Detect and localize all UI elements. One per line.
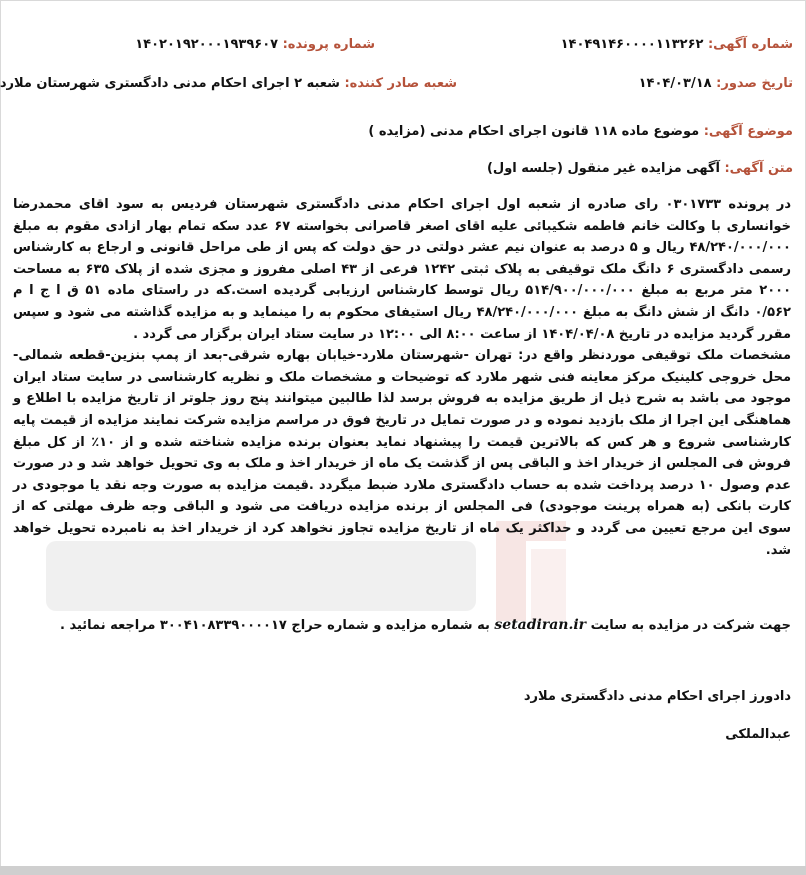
site-link[interactable]: setadiran.ir bbox=[494, 617, 587, 633]
issue-date-label: تاریخ صدور: bbox=[716, 76, 793, 91]
issue-date-row bbox=[639, 76, 793, 91]
site-line bbox=[13, 617, 791, 633]
notice-number: ۱۴۰۴۹۱۴۶۰۰۰۰۱۱۳۲۶۲ bbox=[560, 37, 704, 52]
body-paragraph-1: در پرونده ۰۳۰۱۷۳۳ رای صادره از شعبه اول اجرای احکام مدنی دادگستری شهرستان فردیس به سود اقای محمدرضا خوانساری با وکالت خانم فاطمه شکیبائی علیه اقای اصغر قاصرانی بخواسته ۶۷ عدد سکه تمام بهار ازادی مقوم به مبلغ ۴۸/۲۴۰/۰۰۰/۰۰۰ ریال و ۵ درصد به عنوان نیم عشر دولتی در حق دولت که پس از طی مراحل قانونی و ارجاع به کارشناس رسمی دادگستری ۶ دانگ ملک توقیفی به پلاک ثبتی ۱۲۴۲ فرعی از ۴۳ اصلی مفروز و مجزی شده از پلاک ۶۳۵ به مساحت ۲۰۰۰ متر مربع به مبلغ ۵۱۴/۹۰۰/۰۰۰/۰۰۰ ریال توسط کارشناس ارزیابی گردیده است.که در راستای ماده ۵۱ ق ا ج ا م ۰/۵۶۲ دانگ از شش دانگ به مبلغ ۴۸/۲۴۰/۰۰۰/۰۰۰ ریال استیفای محکوم به را مینماید و به مزایده گذاشته می شود و سپس مقرر گردید مزایده در تاریخ ۱۴۰۴/۰۴/۰۸ از ساعت ۸:۰۰ الی ۱۲:۰۰ در سایت ستاد ایران برگزار می گردد . bbox=[13, 197, 792, 342]
notice-text-label: متن آگهی: bbox=[724, 161, 793, 176]
issuer-row bbox=[0, 76, 457, 91]
signature-title: دادورز اجرای احکام مدنی دادگستری ملارد bbox=[523, 689, 791, 704]
site-prefix: جهت شرکت در مزایده به سایت bbox=[590, 618, 791, 633]
signature-name: عبدالملکی bbox=[725, 727, 791, 742]
issuer: شعبه ۲ اجرای احکام مدنی دادگستری شهرستان ملارد bbox=[0, 76, 340, 91]
notice-body bbox=[13, 194, 791, 561]
subject-row bbox=[368, 124, 793, 139]
issuer-label: شعبه صادر کننده: bbox=[344, 76, 457, 91]
subject-value: موضوع ماده ۱۱۸ قانون اجرای احکام مدنی (مزایده ) bbox=[368, 124, 700, 139]
site-suffix: به شماره مزایده و شماره حراج ۳۰۰۴۱۰۸۳۳۹۰۰۰۰۱۷ مراجعه نمائید . bbox=[60, 618, 490, 633]
case-number: ۱۴۰۲۰۱۹۲۰۰۰۱۹۳۹۶۰۷ bbox=[135, 37, 279, 52]
notice-text-row bbox=[487, 161, 793, 176]
case-number-label: شماره پرونده: bbox=[282, 37, 375, 52]
notice-text-value: آگهی مزایده غیر منقول (جلسه اول) bbox=[486, 161, 720, 176]
case-number-row bbox=[135, 37, 375, 52]
notice-number-label: شماره آگهی: bbox=[707, 37, 793, 52]
body-paragraph-2: مشخصات ملک توقیفی موردنظر واقع در: تهران -شهرستان ملارد-خیابان بهاره شرقی-بعد از پمپ بنزین-قطعه شمالی-محل خروجی کلینیک مرکز معاینه فنی شهر ملارد که توضیحات و مشخصات ملک و نظریه کارشناسی در سایت ستاد ایران موجود می باشد به شرح ذیل از طریق مزایده به فروش برسد لذا طالبین میتوانند پنج روز جلوتر از تاریخ مزایده با اطلاع و هماهنگی این اجرا از ملک بازدید نموده و در صورت تمایل در تاریخ فوق در مراسم مزایده شرکت نمایند مزایده از قیمت پایه کارشناسی شروع و هر کس که بالاترین قیمت را پیشنهاد نماید بعنوان برنده مزایده شناخته شده و از ۱۰٪ از کل مبلغ فروش فی المجلس از خریدار اخذ و الباقی پس از گذشت یک ماه از خریدار اخذ و ملک به وی تحویل خواهد شد و در صورت عدم وصول ۱۰ درصد پرداخت شده به حساب دادگستری ملارد ضبط میگردد .قیمت مزایده به صورت وجه نقد یا موجودی در کارت بانکی (به همراه پرینت موجودی) فی المجلس از برنده مزایده دریافت می شود و الباقی وجه ظرف مهلتی که از سوی این مرجع تعیین می گردد و حداکثر یک ماه از تاریخ مزایده تجاوز نخواهد کرد از خریدار اخذ به نامبرده تحویل خواهد شد. bbox=[13, 348, 791, 558]
subject-label: موضوع آگهی: bbox=[703, 124, 793, 139]
issue-date: ۱۴۰۴/۰۳/۱۸ bbox=[638, 76, 712, 91]
bottom-scrollbar[interactable] bbox=[0, 866, 806, 875]
notice-number-row bbox=[561, 37, 793, 52]
